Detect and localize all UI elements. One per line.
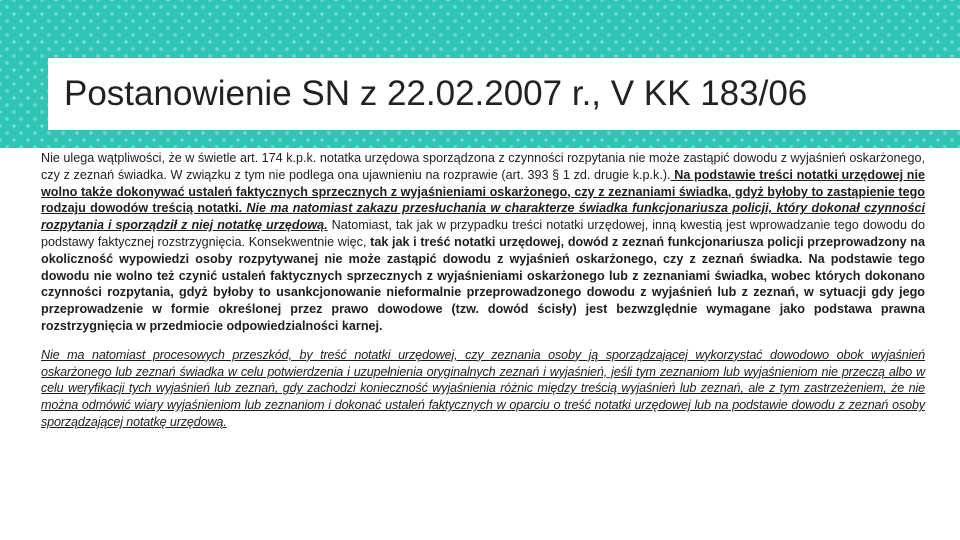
paragraph-1-sentence-4: Natomiast, tak jak w przypadku treści notatki urzędowej, inną kwestią jest wprowadzanie tego dowodu do podstawy faktycznej rozstrzygnięcia. Konsekwentnie więc,: [41, 218, 925, 249]
paragraph-2: Nie ma natomiast procesowych przeszkód, by treść notatki urzędowej, czy zeznania osoby ją sporządzającej wykorzystać dowodowo obok wyjaśnień oskarżonego lub zeznań świadka w celu potwierdzenia i uzupełnienia oryginalnych zeznań i wyjaśnień, jeśli tym zeznaniom lub wyjaśnieniom nie przeczą albo w celu weryfikacji tych wyjaśnień lub zeznań, gdy zachodzi konieczność wyjaśnienia różnic między treścią wyjaśnień lub zeznań, ale z tym zastrzeżeniem, że nie można odmówić wiary wyjaśnieniom lub zeznaniom i dokonać ustaleń faktycznych w oparciu o treść notatki urzędowej lub na podstawie dowodu z zeznań osoby sporządzającej notatkę urzędową.: [41, 347, 925, 429]
paragraph-1: [41, 150, 925, 335]
paragraph-1-sentence-5: tak jak i treść notatki urzędowej, dowód z zeznań funkcjonariusza policji przeprowadzony na okoliczność wypowiedzi osoby rozpytywanej nie może zastąpić dowodu z wyjaśnień oskarżonego, czy z zeznań świadka. Na podstawie tego dowodu nie wolno też czynić ustaleń faktycznych sprzecznych z wyjaśnieniami oskarżonego lub z zeznaniami świadka, wobec których dokonano czynności rozpytania, gdyż byłoby to usankcjonowanie nieformalnie przeprowadzonego dowodu z wyjaśnień lub z zeznań, w sytuacji gdy jego przeprowadzenie w formie określonej przez prawo dowodowe (tzw. dowód ścisły) jest bezwzględnie wymagane jako podstawa prawna rozstrzygnięcia w przedmiocie odpowiedzialności karnej.: [41, 234, 925, 333]
slide-body: [41, 150, 925, 431]
paragraph-1-sentence-3: Nie ma natomiast zakazu przesłuchania w charakterze świadka funkcjonariusza policji, który dokonał czynności rozpytania i sporządził z niej notatkę urzędową.: [41, 201, 925, 233]
paragraph-1-sentence-1: Nie ulega wątpliwości, że w świetle art. 174 k.p.k. notatka urzędowa sporządzona z czynności rozpytania nie może zastąpić dowodu z wyjaśnień oskarżonego, czy z zeznań świadka. W związku z tym nie podlega ona ujawnieniu na rozprawie (art. 393 § 1 zd. drugie k.p.k.).: [41, 151, 925, 182]
paragraph-1-sentence-2: Na podstawie treści notatki urzędowej nie wolno także dokonywać ustaleń faktycznych sprzecznych z wyjaśnieniami oskarżonego, czy z zeznaniami świadka, gdyż byłoby to zastąpienie tego rodzaju dowodów treścią notatki.: [41, 167, 926, 216]
slide-title: Postanowienie SN z 22.02.2007 r., V KK 183/06: [64, 74, 808, 113]
